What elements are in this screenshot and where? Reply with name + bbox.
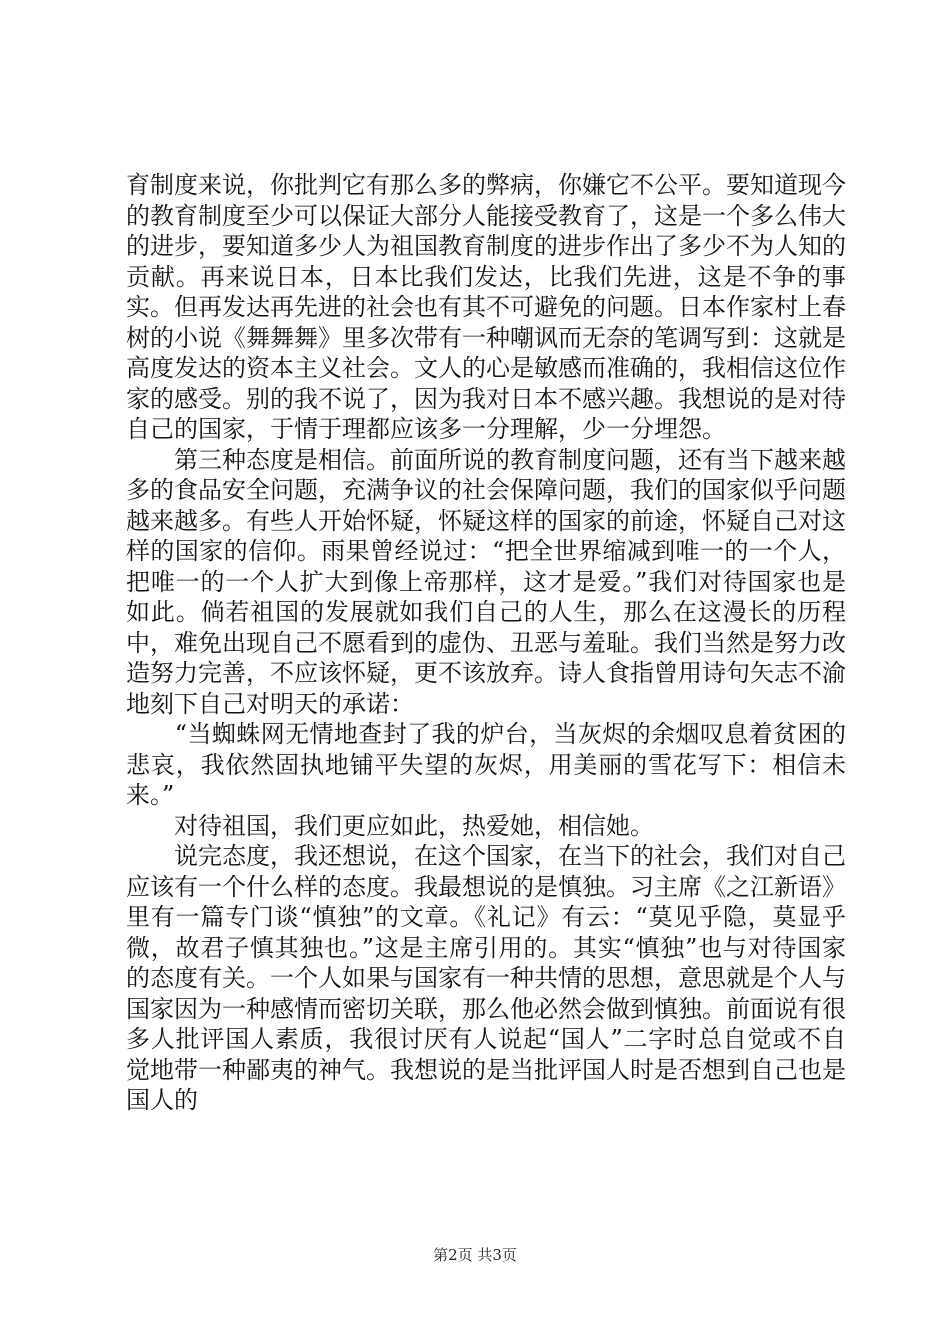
body-text (126, 170, 846, 1116)
paragraph-education: 育制度来说，你批判它有那么多的弊病，你嫌它不公平。要知道现今的教育制度至少可以保证大部分人能接受教育了，这是一个多么伟大的进步，要知道多少人为祖国教育制度的进步作出了多少不为人知的贡献。再来说日本，日本比我们发达，比我们先进，这是不争的事实。但再发达再先进的社会也有其不可避免的问题。日本作家村上春树的小说《舞舞舞》里多次带有一种嘲讽而无奈的笔调写到：这就是高度发达的资本主义社会。文人的心是敏感而准确的，我相信这位作家的感受。别的我不说了，因为我对日本不感兴趣。我想说的是对待自己的国家，于情于理都应该多一分理解，少一分埋怨。 (126, 171, 846, 443)
page-footer: 第2页 共3页 (433, 1246, 517, 1264)
paragraph-shendu: 说完态度，我还想说，在这个国家，在当下的社会，我们对自己应该有一个什么样的态度。我最想说的是慎独。习主席《之江新语》里有一篇专门谈“慎独”的文章。《礼记》有云：“莫见乎隐，莫显乎微，故君子慎其独也。”这是主席引用的。其实“慎独”也与对待国家的态度有关。一个人如果与国家有一种共情的思想，意思就是个人与国家因为一种感情而密切关联，那么他必然会做到慎独。前面说有很多人批评国人素质，我很讨厌有人说起“国人”二字时总自觉或不自觉地带一种鄙夷的神气。我想说的是当批评国人时是否想到自己也是国人的 (126, 842, 846, 1114)
paragraph-third-attitude: 第三种态度是相信。前面所说的教育制度问题，还有当下越来越多的食品安全问题，充满争议的社会保障问题，我们的国家似乎问题越来越多。有些人开始怀疑，怀疑这样的国家的前途，怀疑自己对这样的国家的信仰。雨果曾经说过：“把全世界缩减到唯一的一个人，把唯一的一个人扩大到像上帝那样，这才是爱。”我们对待国家也是如此。倘若祖国的发展就如我们自己的人生，那么在这漫长的历程中，难免出现自己不愿看到的虚伪、丑恶与羞耻。我们当然是努力改造努力完善，不应该怀疑，更不该放弃。诗人食指曾用诗句矢志不渝地刻下自己对明天的承诺： (126, 445, 846, 718)
paragraph-love-country: 对待祖国，我们更应如此，热爱她，相信她。 (126, 811, 654, 840)
paragraph-poem-quote: “当蜘蛛网无情地查封了我的炉台，当灰烬的余烟叹息着贫困的悲哀，我依然固执地铺平失望的灰烬，用美丽的雪花写下：相信未来。” (126, 720, 846, 809)
